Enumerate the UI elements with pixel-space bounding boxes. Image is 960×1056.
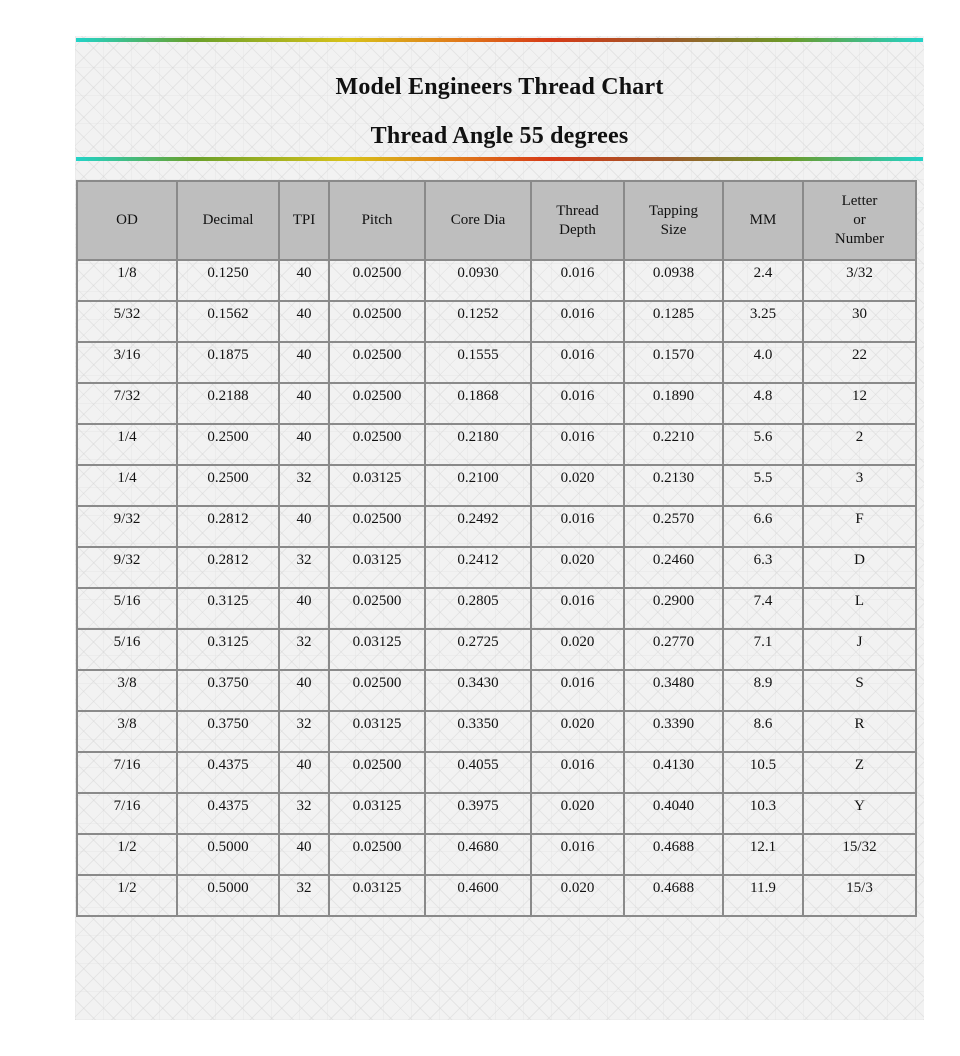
- table-cell: 32: [279, 793, 329, 834]
- column-header-label: MM: [749, 212, 777, 228]
- table-cell: 0.3430: [425, 670, 531, 711]
- table-cell: 0.3350: [425, 711, 531, 752]
- table-cell: 0.4375: [177, 752, 279, 793]
- column-header-label: Size: [660, 221, 687, 238]
- table-cell: 0.03125: [329, 793, 425, 834]
- table-cell: 0.2188: [177, 383, 279, 424]
- table-cell: 0.2805: [425, 588, 531, 629]
- table-cell: 0.4688: [624, 875, 723, 916]
- table-cell: 9/32: [77, 506, 177, 547]
- table-row: [77, 670, 916, 711]
- column-header-label: Tapping: [649, 202, 698, 219]
- table-row: [77, 588, 916, 629]
- table-row: [77, 793, 916, 834]
- column-header: [77, 181, 177, 260]
- column-header: [177, 181, 279, 260]
- table-cell: Z: [803, 752, 916, 793]
- table-cell: 5/16: [77, 629, 177, 670]
- table-cell: 0.2460: [624, 547, 723, 588]
- column-header: [803, 181, 916, 260]
- table-cell: 0.016: [531, 260, 624, 301]
- table-cell: 0.016: [531, 752, 624, 793]
- table-cell: 0.1562: [177, 301, 279, 342]
- table-cell: 0.3750: [177, 670, 279, 711]
- column-header: [624, 181, 723, 260]
- column-header-label: or: [853, 212, 866, 228]
- table-row: [77, 260, 916, 301]
- table-cell: 1/8: [77, 260, 177, 301]
- table-cell: 0.3750: [177, 711, 279, 752]
- page-title: Model Engineers Thread Chart: [335, 74, 664, 100]
- table-cell: 1/2: [77, 875, 177, 916]
- table-cell: 40: [279, 834, 329, 875]
- table-cell: 7.4: [723, 588, 803, 629]
- table-cell: 3.25: [723, 301, 803, 342]
- table-header-row: [77, 181, 916, 260]
- table-cell: 2: [803, 424, 916, 465]
- column-header-label: Pitch: [361, 212, 393, 228]
- table-cell: 12: [803, 383, 916, 424]
- table-row: [77, 465, 916, 506]
- table-cell: 32: [279, 711, 329, 752]
- table-cell: 0.3480: [624, 670, 723, 711]
- table-cell: 40: [279, 506, 329, 547]
- table-cell: 0.02500: [329, 752, 425, 793]
- table-row: [77, 301, 916, 342]
- table-cell: 0.02500: [329, 424, 425, 465]
- table-cell: 0.0930: [425, 260, 531, 301]
- column-header: [723, 181, 803, 260]
- table-cell: 0.3390: [624, 711, 723, 752]
- table-cell: R: [803, 711, 916, 752]
- column-header-label: Number: [834, 231, 885, 247]
- decorative-rule-top: [76, 38, 923, 42]
- column-header-label: OD: [116, 212, 138, 228]
- table-cell: 0.1868: [425, 383, 531, 424]
- table-cell: 40: [279, 424, 329, 465]
- table-cell: 0.4375: [177, 793, 279, 834]
- table-cell: 0.2412: [425, 547, 531, 588]
- table-cell: 0.02500: [329, 301, 425, 342]
- table-cell: 0.2500: [177, 424, 279, 465]
- document-page: [75, 36, 924, 1020]
- table-cell: 0.03125: [329, 465, 425, 506]
- table-cell: 0.02500: [329, 670, 425, 711]
- page-subtitle: Thread Angle 55 degrees: [370, 123, 629, 149]
- table-cell: 0.020: [531, 629, 624, 670]
- table-cell: 32: [279, 629, 329, 670]
- table-cell: 1/2: [77, 834, 177, 875]
- table-cell: 0.02500: [329, 260, 425, 301]
- table-cell: 0.3125: [177, 629, 279, 670]
- table-cell: Y: [803, 793, 916, 834]
- table-cell: 0.2180: [425, 424, 531, 465]
- table-cell: 10.3: [723, 793, 803, 834]
- table-cell: 0.1252: [425, 301, 531, 342]
- table-cell: 6.6: [723, 506, 803, 547]
- table-cell: 0.1890: [624, 383, 723, 424]
- table-cell: D: [803, 547, 916, 588]
- table-cell: 0.0938: [624, 260, 723, 301]
- table-cell: 0.2900: [624, 588, 723, 629]
- table-cell: 4.0: [723, 342, 803, 383]
- table-cell: 0.02500: [329, 383, 425, 424]
- table-cell: 0.5000: [177, 834, 279, 875]
- table-cell: 7.1: [723, 629, 803, 670]
- table-cell: 5/16: [77, 588, 177, 629]
- table-cell: 40: [279, 383, 329, 424]
- table-cell: 0.02500: [329, 834, 425, 875]
- table-cell: 0.1570: [624, 342, 723, 383]
- table-cell: 0.016: [531, 670, 624, 711]
- table-row: [77, 383, 916, 424]
- table-cell: 0.2500: [177, 465, 279, 506]
- table-cell: 5/32: [77, 301, 177, 342]
- column-header: [531, 181, 624, 260]
- table-cell: 0.2812: [177, 506, 279, 547]
- table-cell: L: [803, 588, 916, 629]
- table-cell: 0.4130: [624, 752, 723, 793]
- table-cell: 15/3: [803, 875, 916, 916]
- table-cell: 32: [279, 547, 329, 588]
- table-cell: 0.020: [531, 711, 624, 752]
- table-row: [77, 424, 916, 465]
- table-row: [77, 875, 916, 916]
- table-cell: 3/32: [803, 260, 916, 301]
- table-cell: S: [803, 670, 916, 711]
- table-cell: 40: [279, 588, 329, 629]
- table-cell: 3/8: [77, 711, 177, 752]
- table-cell: 0.2812: [177, 547, 279, 588]
- table-cell: 40: [279, 301, 329, 342]
- table-cell: 3: [803, 465, 916, 506]
- column-header-label: TPI: [292, 212, 316, 228]
- table-cell: 0.1555: [425, 342, 531, 383]
- table-cell: 32: [279, 465, 329, 506]
- column-header: [279, 181, 329, 260]
- column-header-label: Letter: [841, 193, 878, 209]
- table-cell: 0.016: [531, 506, 624, 547]
- table-cell: 7/32: [77, 383, 177, 424]
- table-cell: 40: [279, 752, 329, 793]
- table-cell: 0.5000: [177, 875, 279, 916]
- table-cell: 0.03125: [329, 711, 425, 752]
- table-cell: 6.3: [723, 547, 803, 588]
- table-cell: 0.016: [531, 834, 624, 875]
- table-cell: 2.4: [723, 260, 803, 301]
- table-cell: 0.2210: [624, 424, 723, 465]
- table-cell: 0.02500: [329, 342, 425, 383]
- table-cell: 10.5: [723, 752, 803, 793]
- table-cell: 0.03125: [329, 629, 425, 670]
- table-row: [77, 342, 916, 383]
- table-cell: 3/8: [77, 670, 177, 711]
- table-cell: 0.2492: [425, 506, 531, 547]
- column-header-label: Core Dia: [450, 212, 506, 228]
- table-cell: 12.1: [723, 834, 803, 875]
- table-row: [77, 711, 916, 752]
- table-cell: 30: [803, 301, 916, 342]
- table-cell: 15/32: [803, 834, 916, 875]
- table-body: [77, 260, 916, 916]
- table-cell: 0.4680: [425, 834, 531, 875]
- table-cell: 0.020: [531, 793, 624, 834]
- table-cell: J: [803, 629, 916, 670]
- table-cell: 0.3975: [425, 793, 531, 834]
- table-cell: 11.9: [723, 875, 803, 916]
- table-cell: 0.2130: [624, 465, 723, 506]
- table-cell: 0.03125: [329, 547, 425, 588]
- table-row: [77, 629, 916, 670]
- table-cell: 0.02500: [329, 506, 425, 547]
- table-cell: 5.5: [723, 465, 803, 506]
- table-cell: 0.020: [531, 465, 624, 506]
- table-cell: 0.020: [531, 547, 624, 588]
- table-cell: 0.02500: [329, 588, 425, 629]
- table-cell: 0.016: [531, 301, 624, 342]
- table-cell: 0.016: [531, 383, 624, 424]
- table-cell: 0.1250: [177, 260, 279, 301]
- column-header: [425, 181, 531, 260]
- table-cell: 32: [279, 875, 329, 916]
- table-row: [77, 547, 916, 588]
- table-cell: 0.1875: [177, 342, 279, 383]
- table-cell: 0.2725: [425, 629, 531, 670]
- table-cell: 9/32: [77, 547, 177, 588]
- table-cell: 7/16: [77, 752, 177, 793]
- table-cell: 40: [279, 670, 329, 711]
- table-cell: 40: [279, 342, 329, 383]
- column-header: [329, 181, 425, 260]
- table-cell: 40: [279, 260, 329, 301]
- column-header-label: Depth: [559, 221, 596, 238]
- table-cell: 0.1285: [624, 301, 723, 342]
- thread-chart-table: [76, 180, 917, 917]
- table-cell: 0.4040: [624, 793, 723, 834]
- column-header-label: Thread: [556, 202, 599, 219]
- table-row: [77, 834, 916, 875]
- table-cell: 3/16: [77, 342, 177, 383]
- table-row: [77, 506, 916, 547]
- table-cell: 1/4: [77, 424, 177, 465]
- table-cell: 1/4: [77, 465, 177, 506]
- table-cell: 0.2570: [624, 506, 723, 547]
- decorative-rule-bottom: [76, 157, 923, 161]
- column-header-label: Decimal: [202, 212, 254, 228]
- table-cell: 22: [803, 342, 916, 383]
- table-row: [77, 752, 916, 793]
- table-cell: 0.4055: [425, 752, 531, 793]
- table-cell: 0.2100: [425, 465, 531, 506]
- table-cell: 8.9: [723, 670, 803, 711]
- table-cell: 0.016: [531, 342, 624, 383]
- table-cell: 0.020: [531, 875, 624, 916]
- table-cell: 0.03125: [329, 875, 425, 916]
- table-cell: 5.6: [723, 424, 803, 465]
- table-cell: 0.4600: [425, 875, 531, 916]
- table-cell: 0.016: [531, 588, 624, 629]
- table-cell: 7/16: [77, 793, 177, 834]
- table-cell: 0.4688: [624, 834, 723, 875]
- table-cell: 0.016: [531, 424, 624, 465]
- table-cell: F: [803, 506, 916, 547]
- table-cell: 8.6: [723, 711, 803, 752]
- table-cell: 4.8: [723, 383, 803, 424]
- table-cell: 0.2770: [624, 629, 723, 670]
- table-cell: 0.3125: [177, 588, 279, 629]
